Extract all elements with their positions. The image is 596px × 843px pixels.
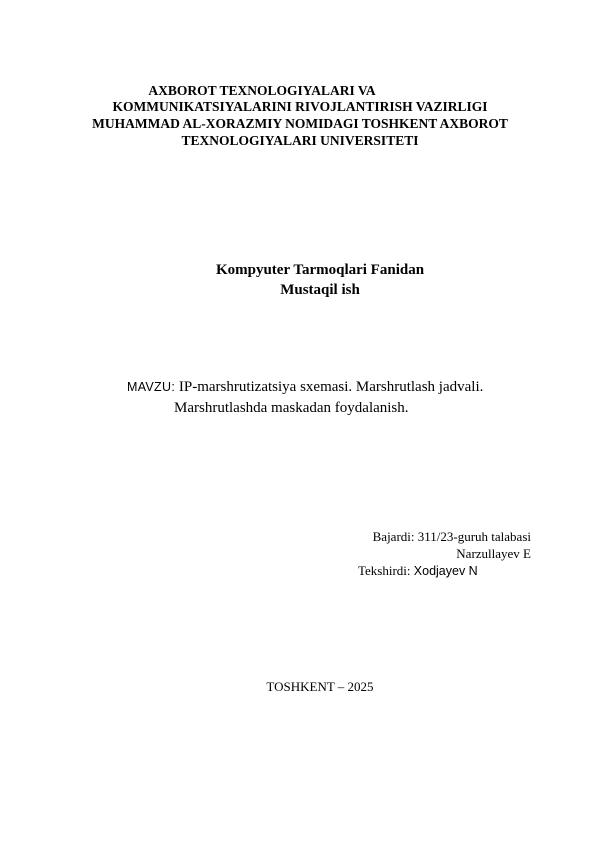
student-name: Narzullayev E bbox=[456, 546, 531, 561]
topic-line-1 bbox=[127, 379, 483, 396]
teacher-name: Xodjayev N bbox=[413, 564, 478, 578]
header-line-4: TEXNOLOGIYALARI UNIVERSITETI bbox=[181, 133, 419, 148]
topic-text-2: Marshrutlashda maskadan foydalanish. bbox=[174, 400, 409, 416]
header-line-3: MUHAMMAD AL-XORAZMIY NOMIDAGI TOSHKENT AXBOROT bbox=[92, 116, 508, 131]
checked-by-line bbox=[358, 563, 478, 579]
done-by-label: Bajardi: 311/23-guruh talabasi bbox=[372, 529, 531, 544]
work-type: Mustaqil ish bbox=[280, 282, 360, 298]
header-line-2: KOMMUNIKATSIYALARINI RIVOJLANTIRISH VAZIRLIGI bbox=[112, 99, 488, 114]
subject-title: Kompyuter Tarmoqlari Fanidan bbox=[215, 262, 425, 278]
checked-by-label: Tekshirdi: bbox=[358, 563, 414, 578]
header-line-1: AXBOROT TEXNOLOGIYALARI VA bbox=[148, 83, 376, 98]
city-year: TOSHKENT – 2025 bbox=[266, 679, 374, 694]
topic-label: MAVZU: bbox=[127, 380, 176, 394]
topic-text-1: IP-marshrutizatsiya sxemasi. Marshrutlash jadvali. bbox=[175, 379, 484, 395]
